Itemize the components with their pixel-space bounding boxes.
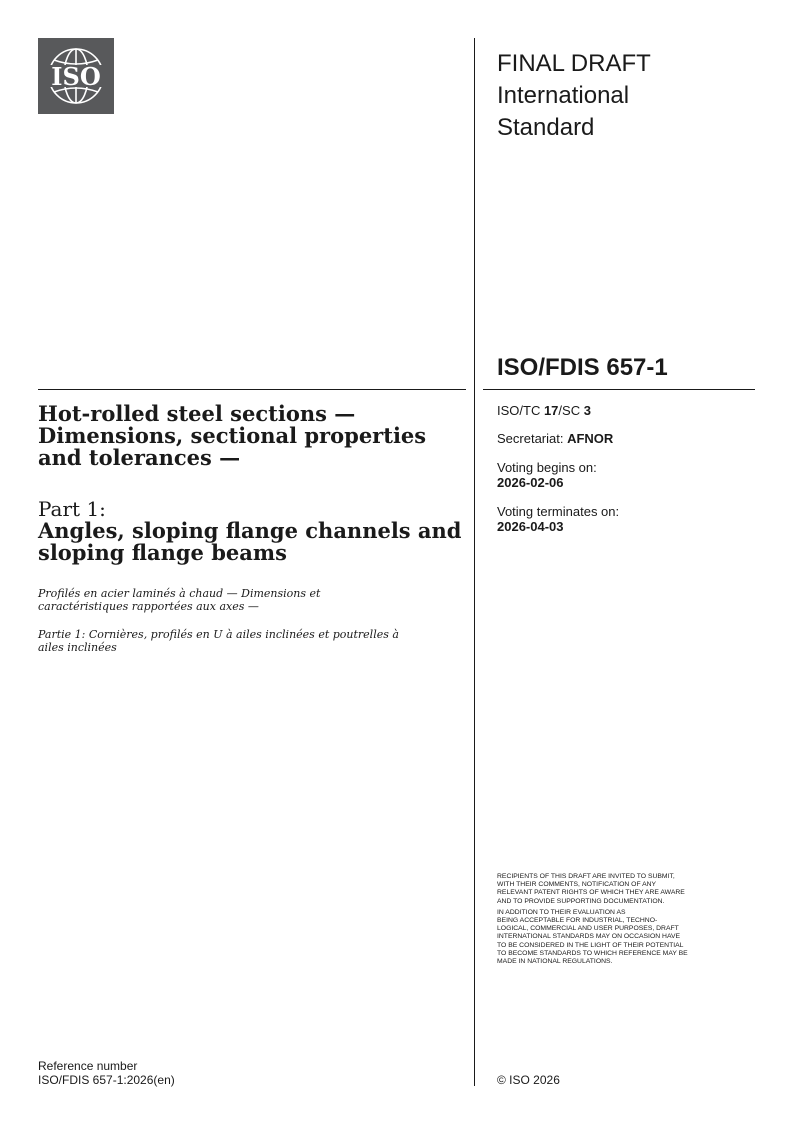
document-number: ISO/FDIS 657-1 bbox=[497, 354, 668, 381]
copyright: © ISO 2026 bbox=[497, 1073, 560, 1087]
sc-number: 3 bbox=[583, 403, 591, 418]
reference-value: ISO/FDIS 657-1:2026(en) bbox=[38, 1073, 175, 1087]
main-title-line: and tolerances — bbox=[38, 445, 241, 470]
french-part-line: Partie 1: Cornières, profilés en U à ailes inclinées et poutrelles à bbox=[38, 628, 399, 641]
part-title bbox=[38, 518, 462, 565]
voting-terminates-date: 2026-04-03 bbox=[497, 519, 564, 534]
part-label: Part 1: bbox=[38, 497, 106, 521]
voting-begins-label: Voting begins on: bbox=[497, 460, 597, 475]
vertical-divider bbox=[474, 38, 475, 1086]
voting-terminates bbox=[497, 504, 619, 534]
draft-status-heading bbox=[497, 48, 757, 144]
draft-title-line: Standard bbox=[497, 114, 595, 141]
voting-begins bbox=[497, 460, 597, 490]
tc-prefix: ISO/TC bbox=[497, 403, 544, 418]
technical-committee bbox=[497, 403, 591, 418]
tc-number: 17 bbox=[543, 403, 559, 418]
main-title-line: Hot-rolled steel sections — bbox=[38, 401, 356, 426]
logo-text: ISO bbox=[51, 62, 101, 91]
secretariat-label: Secretariat: bbox=[497, 431, 568, 446]
voting-begins-date: 2026-02-06 bbox=[497, 475, 564, 490]
secretariat-value: AFNOR bbox=[567, 431, 614, 446]
draft-title-line: FINAL DRAFT bbox=[497, 50, 651, 77]
sc-prefix: /SC bbox=[558, 403, 584, 418]
recipients-notice bbox=[497, 873, 755, 969]
main-title-line: Dimensions, sectional properties bbox=[38, 423, 427, 448]
french-title-line: caractéristiques rapportées aux axes — bbox=[38, 600, 259, 613]
part-title-line: sloping flange beams bbox=[38, 540, 287, 565]
part-title-line: Angles, sloping flange channels and bbox=[38, 518, 462, 543]
notice-paragraph: IN ADDITION TO THEIR EVALUATION AS BEING ACCEPTABLE FOR INDUSTRIAL, TECHNO- LOGICAL, COMMERCIAL AND USER PURPOSES, DRAFT INTERNATIONAL STANDARDS MAY ON OCCASION HAVE TO BE CONSIDERED IN THE LIGHT OF THEIR POTENTIAL TO BECOME STANDARDS TO WHICH REFERENCE MAY BE MADE IN NATIONAL REGULATIONS. bbox=[497, 908, 688, 966]
reference-number bbox=[38, 1059, 175, 1087]
globe-icon bbox=[38, 38, 114, 114]
right-rule bbox=[483, 389, 755, 390]
draft-title-line: International bbox=[497, 82, 630, 109]
main-title bbox=[38, 403, 458, 469]
french-title-line: Profilés en acier laminés à chaud — Dimensions et bbox=[38, 587, 321, 600]
left-rule bbox=[38, 389, 466, 390]
notice-paragraph: RECIPIENTS OF THIS DRAFT ARE INVITED TO SUBMIT, WITH THEIR COMMENTS, NOTIFICATION OF ANY RELEVANT PATENT RIGHTS OF WHICH THEY ARE AWARE AND TO PROVIDE SUPPORTING DOCUMENTATION. bbox=[497, 873, 685, 905]
secretariat bbox=[497, 431, 613, 446]
reference-label: Reference number bbox=[38, 1059, 138, 1073]
french-title bbox=[38, 587, 458, 613]
voting-terminates-label: Voting terminates on: bbox=[497, 504, 620, 519]
french-part-line: ailes inclinées bbox=[38, 641, 117, 654]
iso-logo bbox=[38, 38, 114, 114]
french-part-title bbox=[38, 628, 458, 654]
